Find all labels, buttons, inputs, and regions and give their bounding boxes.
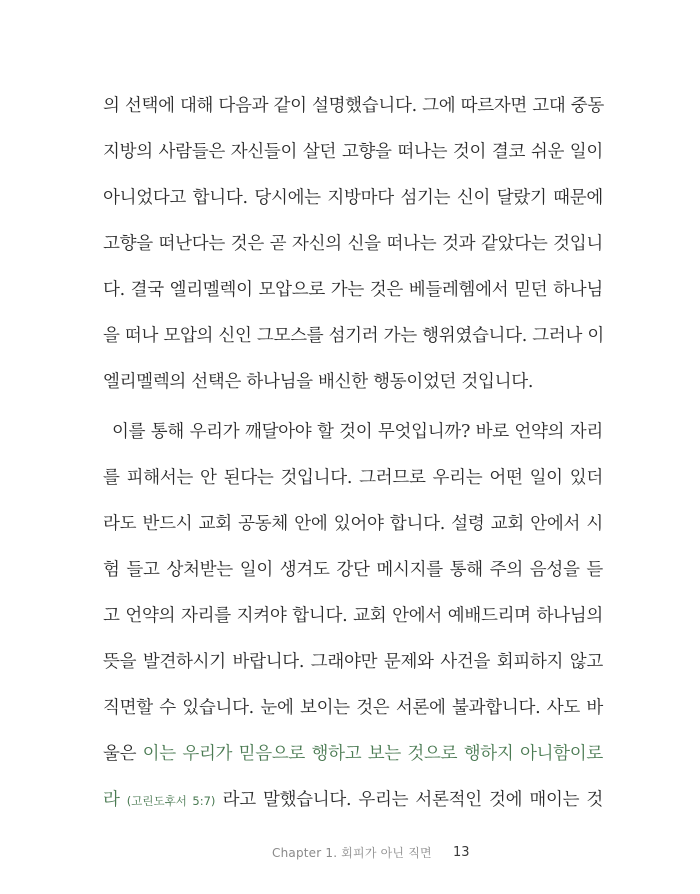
text-line: 험 들고 상처받는 일이 생겨도 강단 메시지를 통해 주의 음성을 듣 [103,560,603,580]
text-line: 이를 통해 우리가 깨달아야 할 것이 무엇입니까? 바로 언약의 자리 [112,422,603,442]
scripture-quote: 라 [103,790,120,810]
text-line: 고향을 떠난다는 것은 곧 자신의 신을 떠나는 것과 같았다는 것입니 [103,234,603,254]
text-line: 엘리멜렉의 선택은 하나님을 배신한 행동이었던 것입니다. [103,372,534,392]
text-line: 다. 결국 엘리멜렉이 모압으로 가는 것은 베들레헴에서 믿던 하나님 [103,280,603,300]
text-line: 고 언약의 자리를 지켜야 합니다. 교회 안에서 예배드리며 하나님의 [103,606,603,626]
text-line: 를 피해서는 안 된다는 것입니다. 그러므로 우리는 어떤 일이 있더 [103,468,603,488]
text-line [103,734,603,774]
chapter-title: Chapter 1. 회피가 아닌 직면 [272,846,432,860]
scripture-quote: 이는 우리가 믿음으로 행하고 보는 것으로 행하지 아니함이로 [142,744,603,764]
text-line: 라도 반드시 교회 공동체 안에 있어야 합니다. 설령 교회 안에서 시 [103,514,603,534]
text-line: 지방의 사람들은 자신들이 살던 고향을 떠나는 것이 결코 쉬운 일이 [103,142,603,162]
page-number: 13 [453,845,470,860]
text-line: 을 떠나 모압의 신인 그모스를 섬기러 가는 행위였습니다. 그러나 이 [103,326,604,346]
scripture-reference: (고린도후서 5:7) [126,794,216,808]
text-fragment: 울은 [103,744,143,764]
text-line: 아니었다고 합니다. 당시에는 지방마다 섬기는 신이 달랐기 때문에 [103,188,603,208]
page-footer [0,843,700,863]
text-fragment: 라고 말했습니다. 우리는 서론적인 것에 매이는 것 [215,790,604,810]
text-line: 뜻을 발견하시기 바랍니다. 그래야만 문제와 사건을 회피하지 않고 [103,652,603,672]
text-line [103,780,603,820]
text-line: 의 선택에 대해 다음과 같이 설명했습니다. 그에 따르자면 고대 중동 [103,96,604,116]
text-line: 직면할 수 있습니다. 눈에 보이는 것은 서론에 불과합니다. 사도 바 [103,698,603,718]
